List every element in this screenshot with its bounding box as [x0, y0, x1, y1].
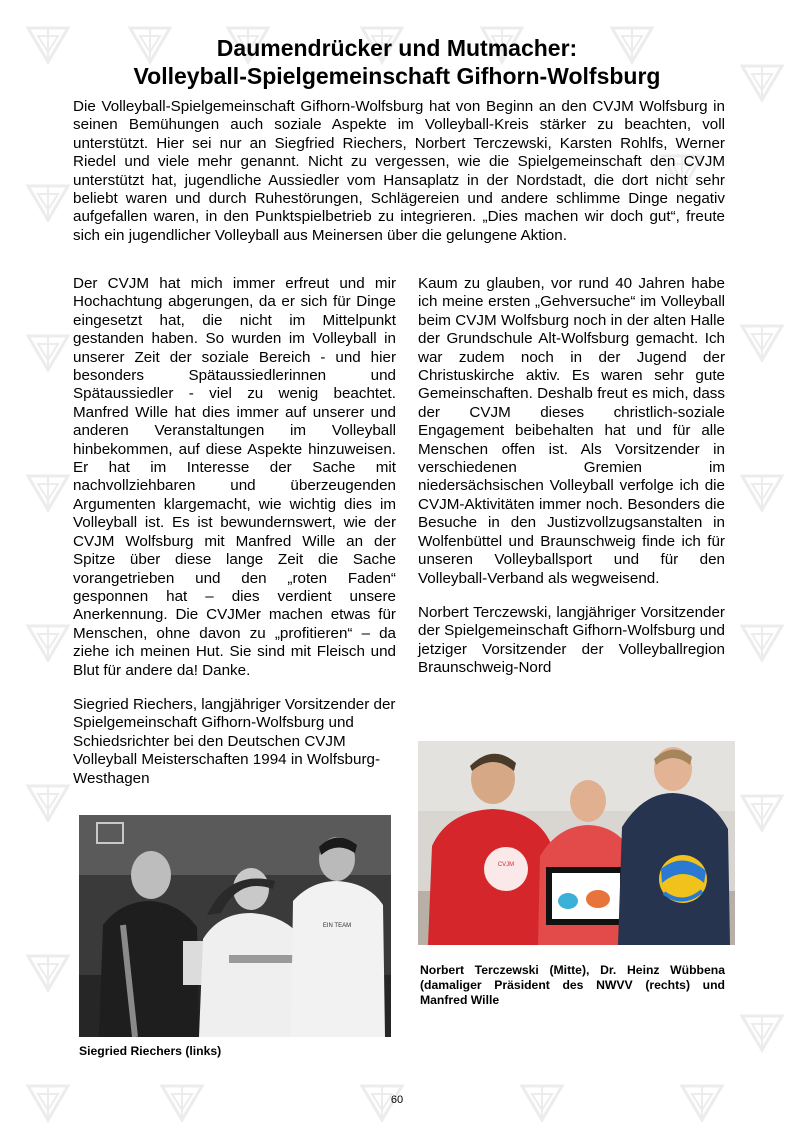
cvjm-watermark-icon	[740, 1010, 784, 1054]
title-line-1: Daumendrücker und Mutmacher:	[216, 35, 578, 61]
shirt-text: EIN TEAM	[322, 923, 352, 929]
cvjm-watermark-icon	[740, 470, 784, 514]
bw-group-photo	[79, 815, 391, 1037]
terczewski-quote: Kaum zu glauben, vor rund 40 Jahren habe ich meine ersten „Gehversuche“ im Volleyball beim CVJM Wolfsburg noch in der alten Halle der Grundschule Alt-Wolfsburg gemacht. Ich war zudem noch in der Jugend der Christuskirche aktiv. Es waren sehr gute Gemeinschaften. Deshalb freut es mich, dass der CVJM dieses christlich-soziale Engagement beibehalten hat und für alle Menschen offen ist. Als Vorsitzender in verschiedenen Gremien im niedersächsischen Volleyball verfolge ich die CVJM-Aktivitäten immer noch. Besonders die Besuche in den Justizvollzugsanstalten in Wolfenbüttel und Braunschweig finde ich für unseren Volleyballsport und für den Volleyball-Verband als wegweisend.	[418, 275, 725, 587]
title-line-2: Volleyball-Spielgemeinschaft Gifhorn-Wolfsburg	[133, 63, 661, 89]
intro-paragraph: Die Volleyball-Spielgemeinschaft Gifhorn-Wolfsburg hat von Beginn an den CVJM Wolfsburg in seinen Bemühungen auch soziale Aspekte im Volleyball-Kreis stärker zu beachten, voll unterstützt. Hier sei nur an Siegfried Riechers, Norbert Terczewski, Karsten Rohlfs, Werner Riedel und viele mehr genannt. Nicht zu vergessen, wie die Spielgemeinschaft den CVJM unterstützt hat, jugendliche Aussiedler vom Hansaplatz in der Nordstadt, die dort nicht sehr beliebt waren und durch Ruhestörungen, Schlägereien und andere schlimme Dinge negativ aufgefallen waren, in den Punktspielbetrieb zu integrieren. „Dies machen wir doch gut“, freute sich ein jugendlicher Volleyball aus Meinersen über die gelungene Aktion.	[73, 98, 725, 244]
color-photo-caption: Norbert Terczewski (Mitte), Dr. Heinz Wübbena (damaliger Präsident des NWVV (rechts) und Manfred Wille	[420, 963, 725, 1007]
terczewski-attribution: Norbert Terczewski, langjähriger Vorsitzender der Spielgemeinschaft Gifhorn-Wolfsburg und jetziger Vorsitzender der Volleyballregion Braunschweig-Nord	[418, 603, 726, 677]
riechers-attribution: Siegried Riechers, langjähriger Vorsitzender der Spielgemeinschaft Gifhorn-Wolfsburg und Schiedsrichter bei den Deutschen CVJM Volleyball Meisterschaften 1994 in Wolfsburg-Westhagen	[73, 695, 396, 787]
right-column	[418, 275, 725, 694]
cvjm-watermark-icon	[26, 330, 70, 374]
cvjm-watermark-icon	[26, 470, 70, 514]
cvjm-watermark-icon	[26, 180, 70, 224]
color-group-photo	[418, 741, 735, 945]
bw-photo-caption: Siegried Riechers (links)	[79, 1044, 222, 1058]
page-title	[40, 34, 754, 90]
cvjm-watermark-icon	[26, 780, 70, 824]
cvjm-watermark-icon	[26, 950, 70, 994]
riechers-quote: Der CVJM hat mich immer erfreut und mir Hochachtung abgerungen, da er sich für Dinge eingesetzt hat, die nicht im Mittelpunkt gestanden haben. So wurden im Volleyball in unserer Zeit der soziale Bereich - und hier besonders Spätaussiedlerinnen und Spätaussiedler - viel zu wenig beachtet. Manfred Wille hat dies immer auf unserer und anderen Veranstaltungen im Volleyball hinbekommen, auf diese Aspekte hinzuweisen. Er hat im Interesse der Sache mit nachvollziehbaren und überzeugenden Argumenten klargemacht, wie wichtig dies im Volleyball ist. Es ist bewundernswert, wie der CVJM Wolfsburg mit Manfred Wille an der Spitze über diese lange Zeit die Sache vorangetrieben und den „roten Faden“ gesponnen hat – dies verdient unsere Anerkennung. Die CVJMer machen etwas für Menschen, ohne davon zu „profitieren“ – da ziehe ich meinen Hut. Sie sind mit Fleisch und Blut für andere da! Danke.	[73, 275, 396, 679]
left-column	[73, 275, 396, 804]
cvjm-watermark-icon	[26, 620, 70, 664]
shirt-text: CVJM	[497, 862, 515, 868]
cvjm-watermark-icon	[740, 620, 784, 664]
page-number: 60	[390, 1094, 404, 1106]
cvjm-watermark-icon	[740, 790, 784, 834]
cvjm-watermark-icon	[740, 320, 784, 364]
